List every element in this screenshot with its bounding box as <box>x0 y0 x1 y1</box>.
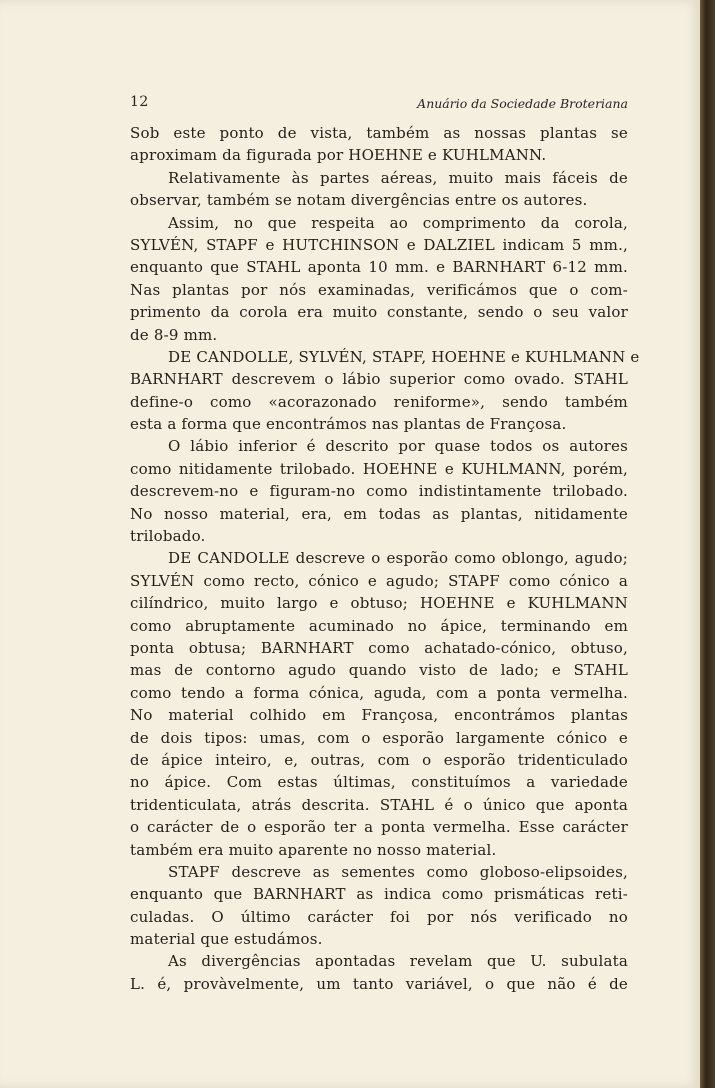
page-number: 12 <box>130 94 149 110</box>
text-line: trilobado. <box>130 527 206 546</box>
running-head: Anuário da Sociedade Broteriana <box>417 96 628 111</box>
text-line: enquanto que STAHL aponta 10 mm. e BARNHART 6-12 mm. <box>130 258 628 277</box>
text-line: STAPF descreve as sementes como globoso-elipsoides, <box>168 862 628 881</box>
text-line: descrevem-no e figuram-no como indistintamente trilobado. <box>130 482 628 501</box>
text-line: mas de contorno agudo quando visto de lado; e STAHL <box>130 661 628 680</box>
text-line: Nas plantas por nós examinadas, verificámos que o com- <box>130 280 628 299</box>
text-line: DE CANDOLLE, SYLVÉN, STAPF, HOEHNE e KUHLMANN e <box>168 347 640 366</box>
text-line: As divergências apontadas revelam que U. subulata <box>168 952 628 971</box>
text-line: como tendo a forma cónica, aguda, com a ponta vermelha. <box>130 683 628 702</box>
text-line: enquanto que BARNHART as indica como prismáticas reti- <box>130 885 628 904</box>
text-line: de dois tipos: umas, com o esporão largamente cónico e <box>130 728 628 747</box>
text-line: também era muito aparente no nosso material. <box>130 840 497 859</box>
text-line: material que estudámos. <box>130 930 323 949</box>
text-line: Relativamente às partes aéreas, muito mais fáceis de <box>168 168 628 187</box>
text-line: L. é, provàvelmente, um tanto variável, o que não é de <box>130 974 628 993</box>
text-line: BARNHART descrevem o lábio superior como ovado. STAHL <box>130 370 628 389</box>
text-line: no ápice. Com estas últimas, constituímos a variedade <box>130 773 628 792</box>
text-line: Assim, no que respeita ao comprimento da corola, <box>168 213 628 232</box>
text-line: o carácter de o esporão ter a ponta vermelha. Esse carácter <box>130 818 628 837</box>
text-line: SYLVÉN como recto, cónico e agudo; STAPF como cónico a <box>130 571 628 590</box>
text-line: aproximam da figurada por HOEHNE e KUHLMANN. <box>130 146 547 165</box>
text-line: DE CANDOLLE descreve o esporão como oblongo, agudo; <box>168 549 628 568</box>
text-line: esta a forma que encontrámos nas plantas de Françosa. <box>130 415 567 434</box>
body-text <box>130 122 640 995</box>
text-line: de ápice inteiro, e, outras, com o esporão tridenticulado <box>130 750 628 769</box>
text-line: observar, também se notam divergências entre os autores. <box>130 191 588 210</box>
text-line: primento da corola era muito constante, sendo o seu valor <box>130 303 628 322</box>
text-line: O lábio inferior é descrito por quase todos os autores <box>168 437 628 456</box>
text-line: No nosso material, era, em todas as plantas, nitidamente <box>130 504 628 523</box>
text-line: define-o como «acorazonado reniforme», sendo também <box>130 392 628 411</box>
text-line: como nitidamente trilobado. HOEHNE e KUHLMANN, porém, <box>130 459 628 478</box>
text-line: culadas. O último carácter foi por nós verificado no <box>130 907 628 926</box>
text-line: Sob este ponto de vista, também as nossas plantas se <box>130 124 628 142</box>
text-line: de 8-9 mm. <box>130 325 218 344</box>
text-line: cilíndrico, muito largo e obtuso; HOEHNE e KUHLMANN <box>130 594 628 613</box>
text-line: No material colhido em Françosa, encontrámos plantas <box>130 706 628 725</box>
book-page-edge <box>700 0 715 1088</box>
text-line: como abruptamente acuminado no ápice, terminando em <box>130 616 628 635</box>
text-line: ponta obtusa; BARNHART como achatado-cónico, obtuso, <box>130 638 628 657</box>
text-line: SYLVÉN, STAPF e HUTCHINSON e DALZIEL indicam 5 mm., <box>130 235 628 254</box>
text-line: tridenticulata, atrás descrita. STAHL é o único que aponta <box>130 795 628 814</box>
